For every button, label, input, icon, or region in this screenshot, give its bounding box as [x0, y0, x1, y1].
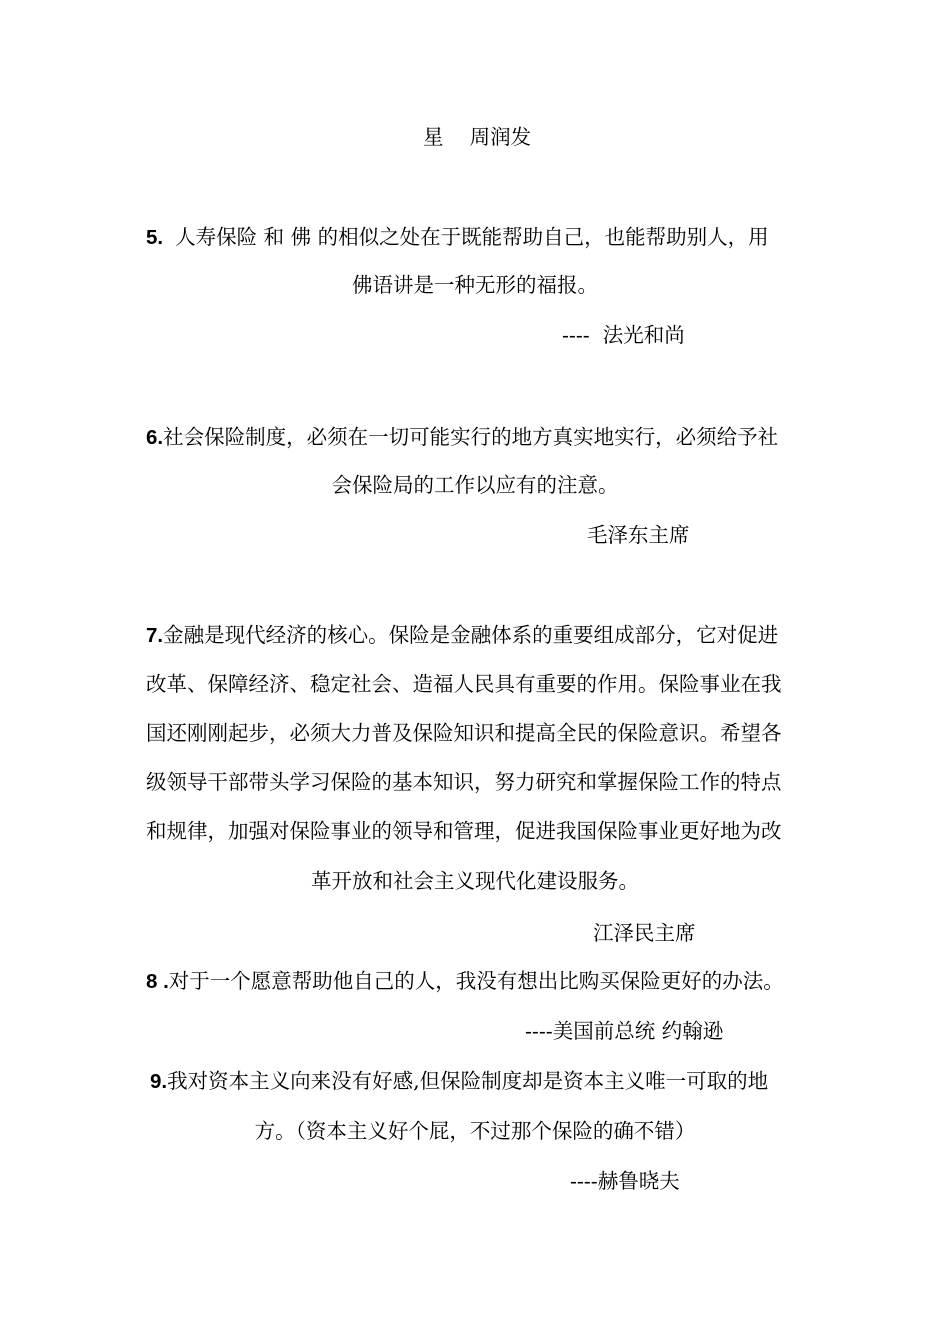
- header-line: [423, 122, 531, 152]
- quote-7-line-6: [0, 866, 950, 896]
- quote-6-author: 毛泽东主席: [587, 523, 690, 547]
- quote-text: 社会保险制度，必须在一切可能实行的地方真实地实行，必须给予社: [163, 425, 779, 449]
- quote-9-line-2: [0, 1116, 950, 1146]
- quote-7-line-1: [146, 620, 778, 651]
- quote-text: 金融是现代经济的核心。保险是金融体系的重要组成部分，它对促进: [163, 623, 779, 647]
- quote-number: 7.: [146, 624, 164, 647]
- quote-7-line-2: 改革、保障经济、稳定社会、造福人民具有重要的作用。保险事业在我: [146, 672, 782, 696]
- quote-9-author: ----赫鲁晓夫: [570, 1169, 680, 1193]
- quote-number: 6.: [146, 426, 164, 449]
- quote-text: 佛语讲是一种无形的福报。: [352, 273, 598, 297]
- quote-number: 9.: [150, 1070, 168, 1093]
- quote-6-line-1: [146, 422, 778, 453]
- quote-number: 5.: [146, 226, 164, 249]
- quote-8-author: ----美国前总统 约翰逊: [525, 1019, 724, 1043]
- quote-7-author: 江泽民主席: [593, 921, 696, 945]
- quote-7-line-4: 级领导干部带头学习保险的基本知识，努力研究和掌握保险工作的特点: [146, 770, 782, 794]
- quote-7-line-3: 国还刚刚起步，必须大力普及保险知识和提高全民的保险意识。希望各: [146, 721, 782, 745]
- quote-text: 我对资本主义向来没有好感,但保险制度却是资本主义唯一可取的地: [167, 1069, 769, 1093]
- quote-5-line-2: [0, 270, 950, 300]
- quote-number: 8 .: [146, 970, 169, 993]
- header-text: 星 周润发: [423, 125, 532, 149]
- quote-6-line-2: [0, 470, 950, 500]
- quote-text: 方。（资本主义好个屁，不过那个保险的确不错）: [254, 1119, 696, 1143]
- quote-5-line-1: [146, 222, 769, 253]
- quote-text: 会保险局的工作以应有的注意。: [331, 473, 619, 497]
- quote-7-line-5: 和规律，加强对保险事业的领导和管理，促进我国保险事业更好地为改: [146, 819, 782, 843]
- quote-text: 人寿保险 和 佛 的相似之处在于既能帮助自己，也能帮助别人，用: [175, 225, 769, 249]
- quote-5-author: ---- 法光和尚: [562, 323, 685, 347]
- quote-text: 革开放和社会主义现代化建设服务。: [311, 869, 639, 893]
- quote-8-line-1: [146, 966, 784, 997]
- quote-text: 对于一个愿意帮助他自己的人，我没有想出比购买保险更好的办法。: [168, 969, 784, 993]
- quote-9-line-1: [150, 1066, 768, 1097]
